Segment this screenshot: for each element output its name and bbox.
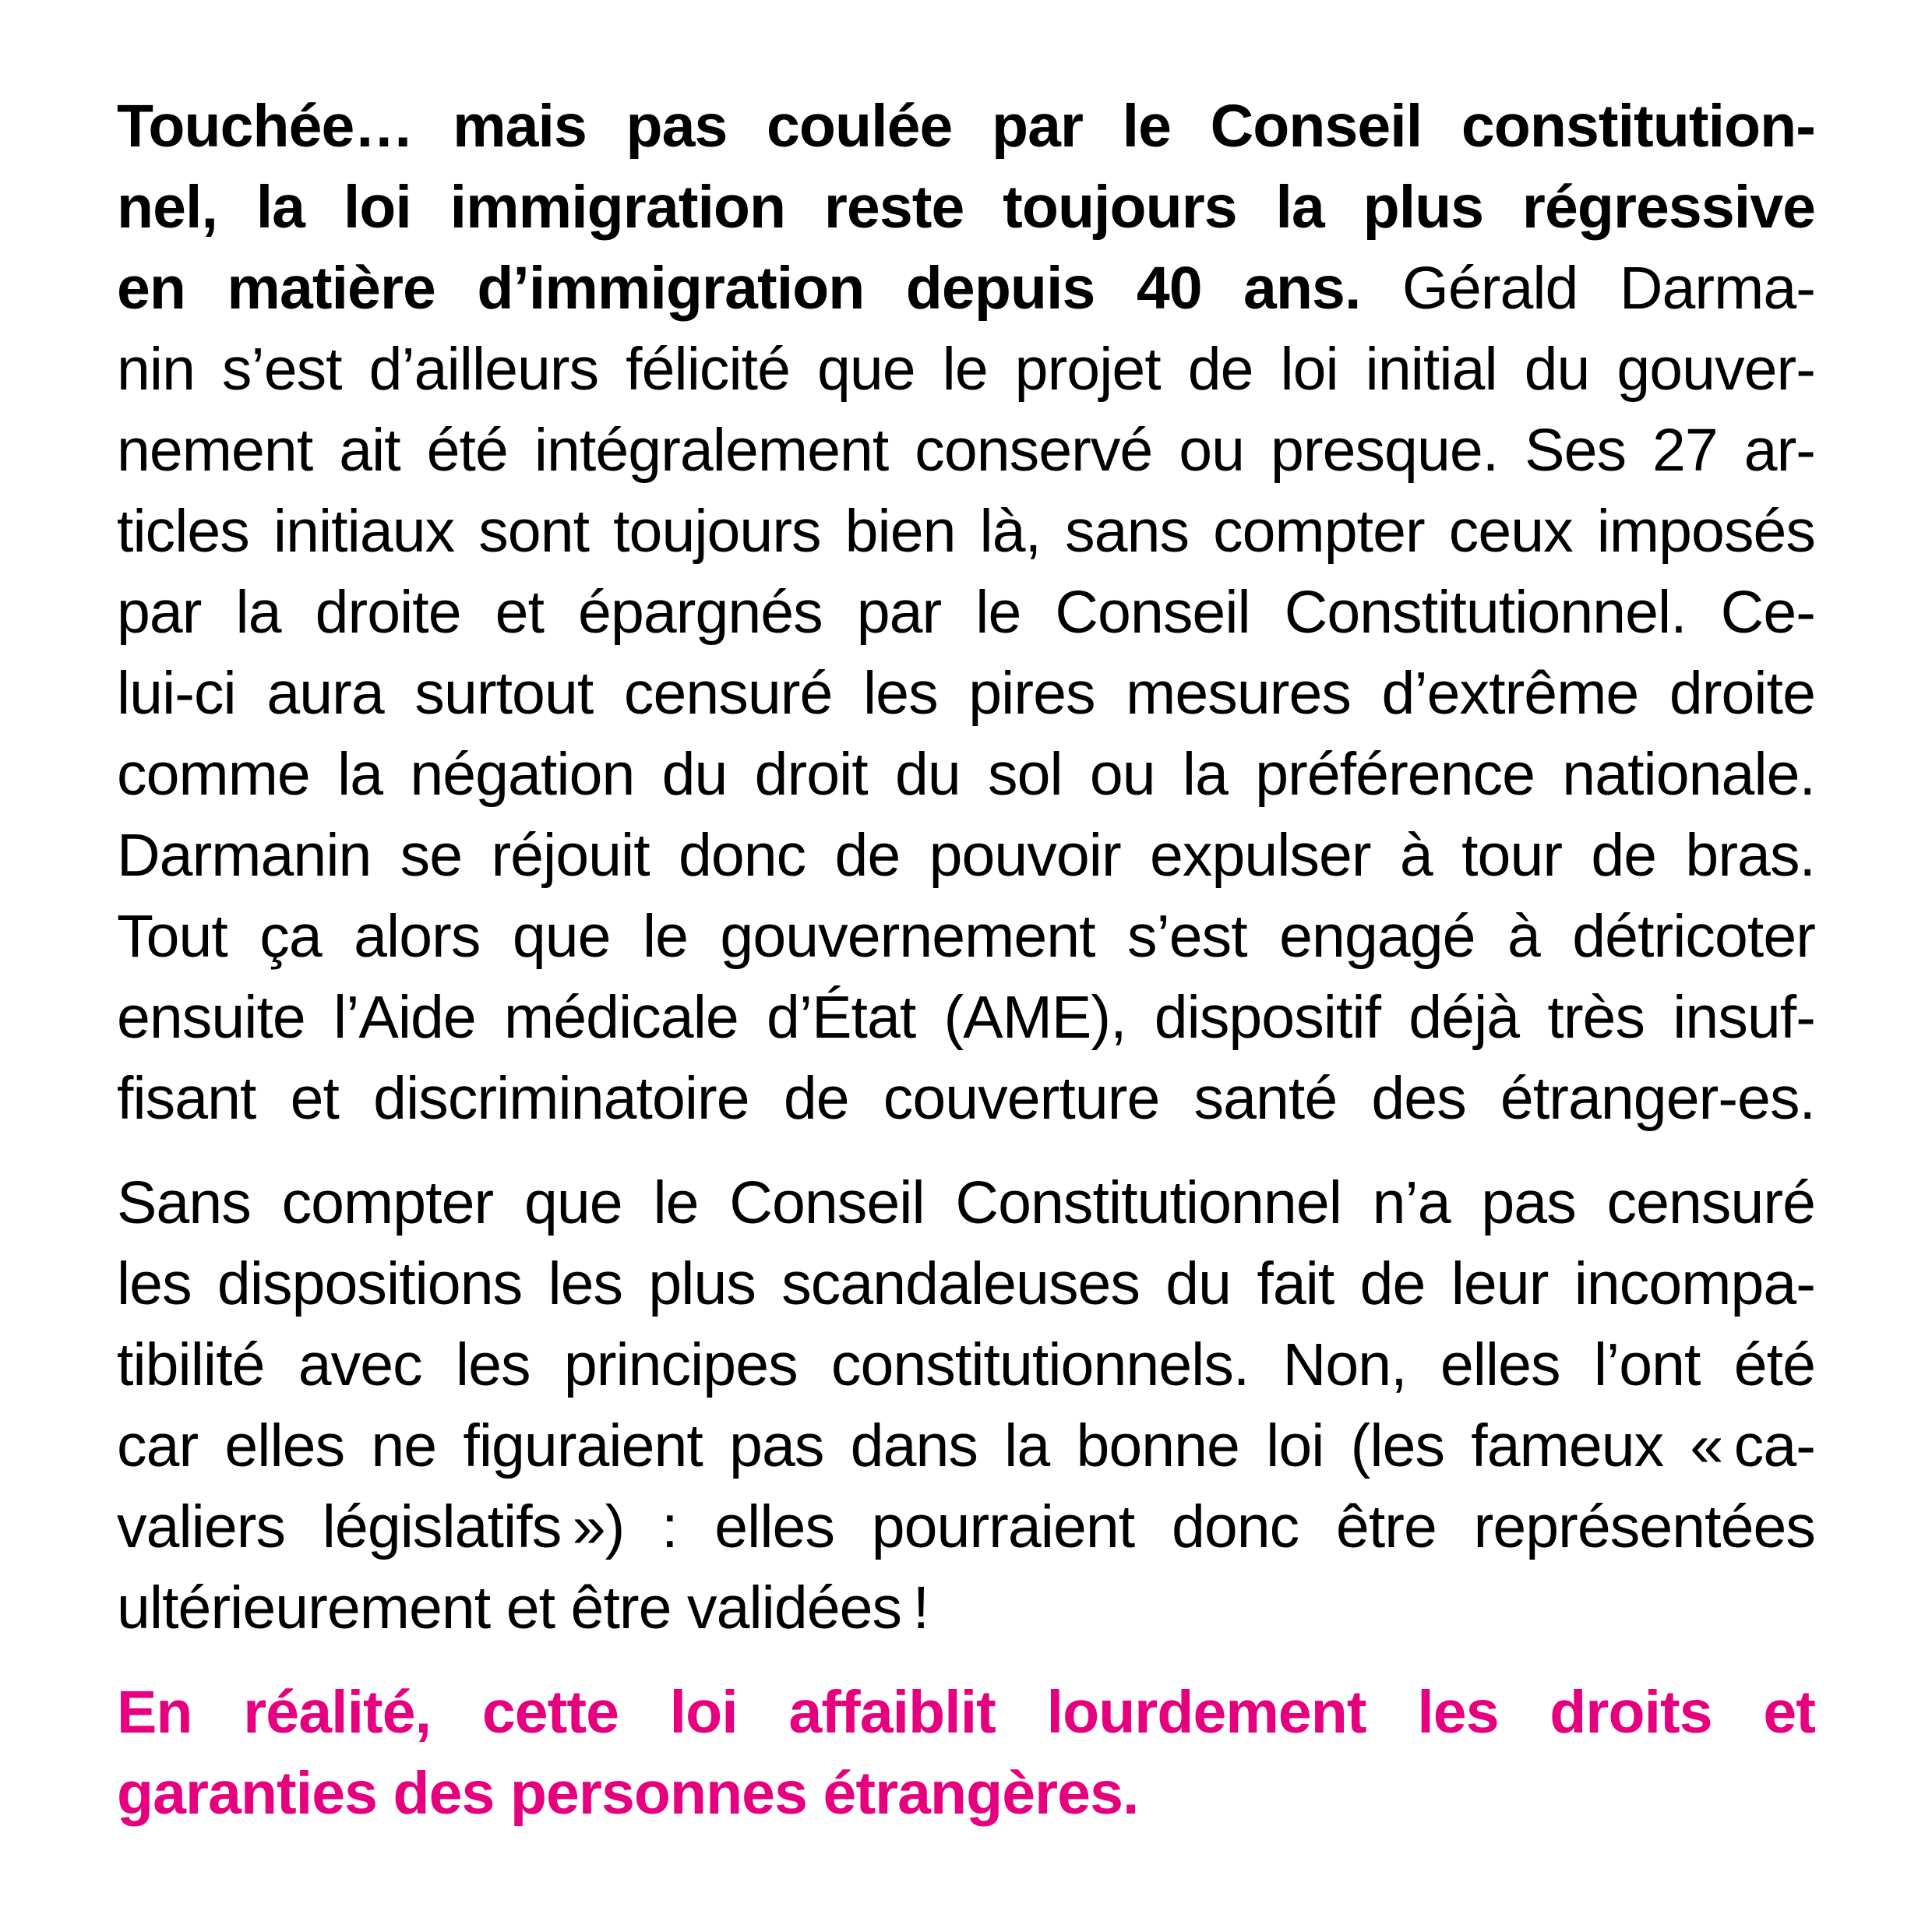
intro-paragraph (117, 86, 1815, 1139)
text-segment: comme la négation du droit du sol ou la préférence nationale. (117, 741, 1815, 808)
text-line (117, 167, 1815, 248)
text-segment: fisant et discriminatoire de couverture santé des étranger-es. (117, 1065, 1815, 1132)
text-line (117, 1486, 1815, 1567)
text-segment-bold: en matière d’immigration depuis 40 ans. (117, 255, 1361, 322)
text-segment: Darmanin se réjouit donc de pouvoir expulser à tour de bras. (117, 822, 1815, 889)
text-line (117, 86, 1815, 167)
text-segment: par la droite et épargnés par le Conseil Constitutionnel. Ce- (117, 579, 1815, 646)
text-line (117, 410, 1815, 491)
text-line (117, 1753, 1815, 1834)
text-line (117, 1243, 1815, 1324)
text-segment: les dispositions les plus scandaleuses du fait de leur incompa- (117, 1250, 1815, 1317)
text-line (117, 1162, 1815, 1243)
highlight-paragraph (117, 1672, 1815, 1834)
text-segment-bold: garanties des personnes étrangères. (117, 1760, 1139, 1827)
text-line (117, 734, 1815, 815)
text-segment: nin s’est d’ailleurs félicité que le projet de loi initial du gouver- (117, 336, 1815, 403)
text-line (117, 896, 1815, 977)
text-segment: ticles initiaux sont toujours bien là, sans compter ceux imposés (117, 498, 1815, 565)
body-paragraph (117, 1162, 1815, 1648)
text-segment: Gérald Darma- (1360, 255, 1815, 322)
text-line (117, 977, 1815, 1058)
text-line (117, 1405, 1815, 1486)
text-line (117, 491, 1815, 572)
text-segment-bold: Touchée… mais pas coulée par le Conseil constitution- (117, 93, 1815, 160)
text-line (117, 572, 1815, 653)
text-segment-bold: En réalité, cette loi affaiblit lourdement les droits et (117, 1679, 1815, 1746)
text-line (117, 1058, 1815, 1139)
text-segment: Tout ça alors que le gouvernement s’est engagé à détricoter (117, 903, 1815, 970)
text-line (117, 815, 1815, 896)
text-segment: car elles ne figuraient pas dans la bonne loi (les fameux « ca- (117, 1412, 1815, 1479)
text-segment: Sans compter que le Conseil Constitutionnel n’a pas censuré (117, 1169, 1815, 1236)
text-segment: tibilité avec les principes constitutionnels. Non, elles l’ont été (117, 1331, 1815, 1398)
text-segment: lui-ci aura surtout censuré les pires mesures d’extrême droite (117, 660, 1815, 727)
text-line (117, 653, 1815, 734)
text-segment-bold: nel, la loi immigration reste toujours la plus régressive (117, 174, 1815, 241)
text-segment: ensuite l’Aide médicale d’État (AME), dispositif déjà très insuf- (117, 984, 1815, 1051)
text-segment: nement ait été intégralement conservé ou presque. Ses 27 ar- (117, 417, 1815, 484)
text-line (117, 1567, 1815, 1648)
text-line (117, 248, 1815, 329)
text-line (117, 1324, 1815, 1405)
text-line (117, 329, 1815, 410)
text-segment: ultérieurement et être validées ! (117, 1574, 929, 1641)
text-segment: valiers législatifs ») : elles pourraient donc être représentées (117, 1493, 1815, 1560)
text-line (117, 1672, 1815, 1753)
